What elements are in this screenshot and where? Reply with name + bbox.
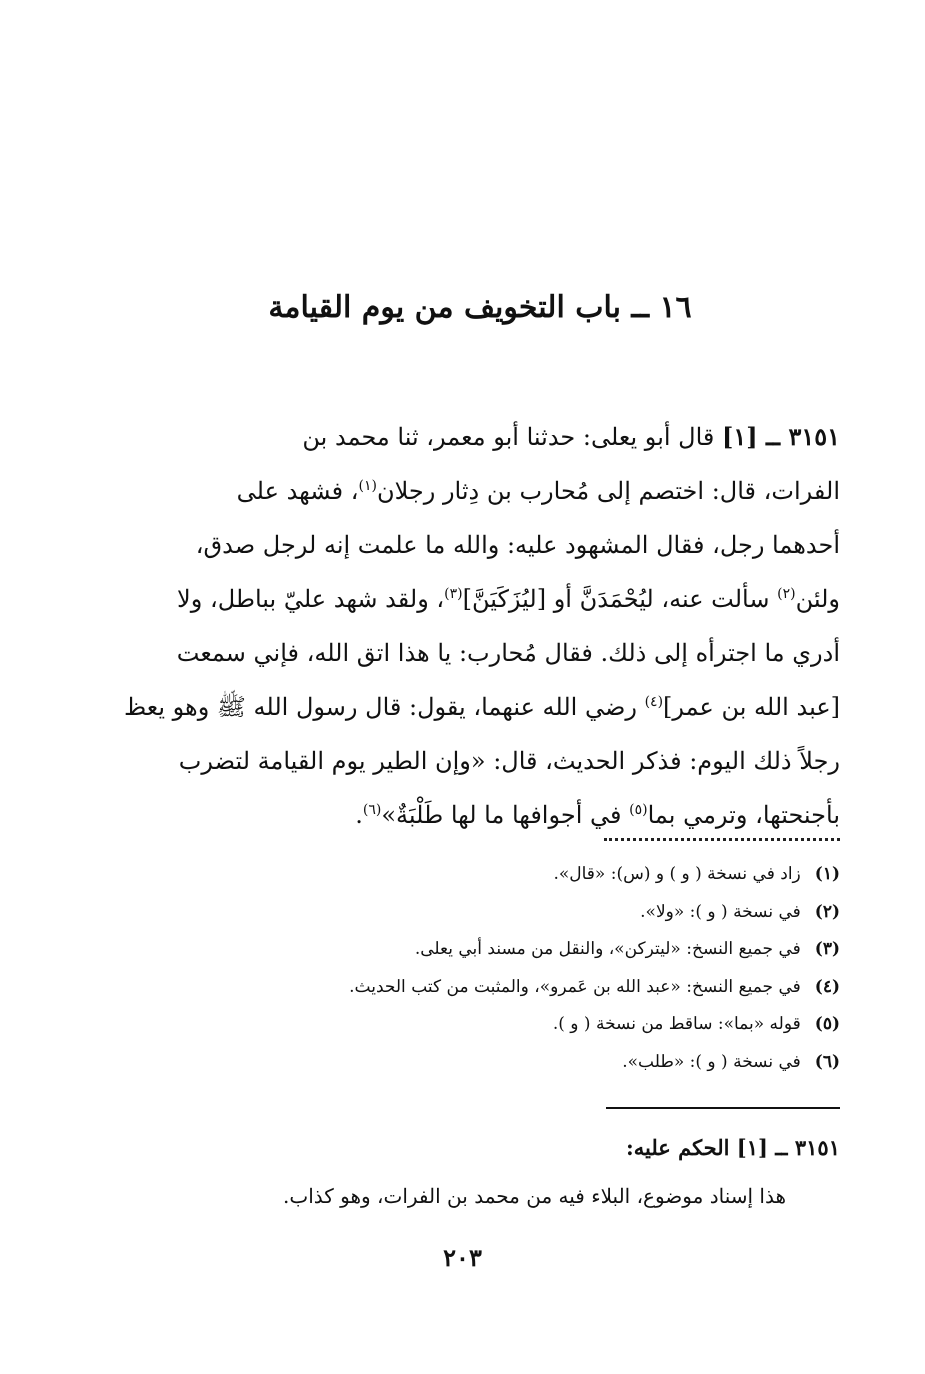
hadith-line-8 [118, 788, 840, 842]
footnote-ref[interactable]: (١) [358, 478, 377, 494]
hadith-line-4 [118, 572, 840, 626]
footnote-divider-dotted [604, 838, 840, 841]
footnote-ref[interactable]: (٢) [777, 586, 796, 602]
hadith-number: ٣١٥١ ــ [١] [722, 422, 840, 451]
footnote-item [300, 856, 840, 894]
footnote-ref[interactable]: (٥) [629, 802, 648, 818]
footnote-text: في جميع النسخ: «ليتركن»، والنقل من مسند أبي يعلى. [414, 939, 801, 959]
hadith-line-text: ولئن [795, 585, 840, 613]
hadith-line-6 [118, 680, 840, 734]
footnote-ref[interactable]: (٦) [362, 802, 382, 818]
hadith-line-text: . [355, 801, 363, 829]
footnote-item [300, 894, 840, 932]
footnote-number: (٤) [814, 976, 840, 997]
page-number: ٢٠٣ [443, 1243, 482, 1272]
ruling-text: هذا إسناد موضوع، البلاء فيه من محمد بن الفرات، وهو كذاب. [283, 1184, 786, 1208]
hadith-line-text: ، ولقد شهد عليّ بباطل، ولا [177, 585, 445, 613]
footnote-text: قوله «بما»: ساقط من نسخة ( و ). [552, 1014, 801, 1034]
hadith-line-text: في أجوافها ما لها طَلْبَةٌ» [381, 801, 630, 829]
footnote-number: (١) [814, 864, 840, 884]
hadith-line-text: ، فشهد على [236, 477, 359, 505]
footnote-text: في جميع النسخ: «عبد الله بن عَمرو»، والمثبت من كتب الحديث. [349, 976, 801, 997]
hadith-line-text: رجلاً ذلك اليوم: فذكر الحديث، قال: «وإن الطير يوم القيامة لتضرب [178, 747, 840, 775]
hadith-line-text: رضي الله عنهما، يقول: قال رسول الله ﷺ وهو يعظ [123, 693, 645, 721]
footnote-number: (٥) [814, 1014, 840, 1034]
footnotes [300, 856, 840, 1081]
footnote-item [300, 931, 840, 969]
hadith-line-3 [118, 518, 840, 572]
hadith-line-7 [118, 734, 840, 788]
hadith-line-1 [118, 410, 840, 464]
footnote-ref[interactable]: (٣) [444, 586, 463, 602]
footnote-text: زاد في نسخة ( و ) و (س): «قال». [553, 864, 801, 884]
hadith-line-text: بأجنحتها، وترمي بما [647, 801, 840, 829]
hadith-line-text: سألت عنه، ليُحْمَدَنَّ أو [ليُزَكَيَنَّ] [462, 585, 778, 613]
hadith-line-text: أدري ما اجترأه إلى ذلك. فقال مُحارب: يا هذا اتق الله، فإني سمعت [176, 639, 840, 667]
hadith-line-text: الفرات، قال: اختصم إلى مُحارب بن دِثار رجلان [376, 477, 840, 505]
hadith-text [118, 410, 840, 842]
hadith-line-5 [118, 626, 840, 680]
footnote-item [300, 1006, 840, 1044]
ruling-heading: ٣١٥١ ــ [١] الحكم عليه: [625, 1135, 840, 1160]
footnote-text: في نسخة ( و ): «طلب». [622, 1051, 801, 1072]
footnote-number: (٦) [814, 1051, 840, 1072]
hadith-line-text: [عبد الله بن عمر] [663, 693, 840, 721]
hadith-line-text: قال أبو يعلى: حدثنا أبو معمر، ثنا محمد بن [302, 423, 715, 451]
footnote-number: (٣) [814, 939, 840, 959]
chapter-title: ١٦ ــ باب التخويف من يوم القيامة [268, 290, 692, 325]
footnote-ref[interactable]: (٤) [644, 694, 664, 710]
footnote-item [300, 969, 840, 1007]
hadith-line-2 [118, 464, 840, 518]
hadith-line-text: أحدهما رجل، فقال المشهود عليه: والله ما علمت إنه لرجل صدق، [195, 531, 840, 559]
ruling-divider [606, 1107, 840, 1109]
footnote-item [300, 1044, 840, 1082]
footnote-text: في نسخة ( و ): «ولا». [640, 901, 801, 922]
footnote-number: (٢) [814, 901, 840, 922]
